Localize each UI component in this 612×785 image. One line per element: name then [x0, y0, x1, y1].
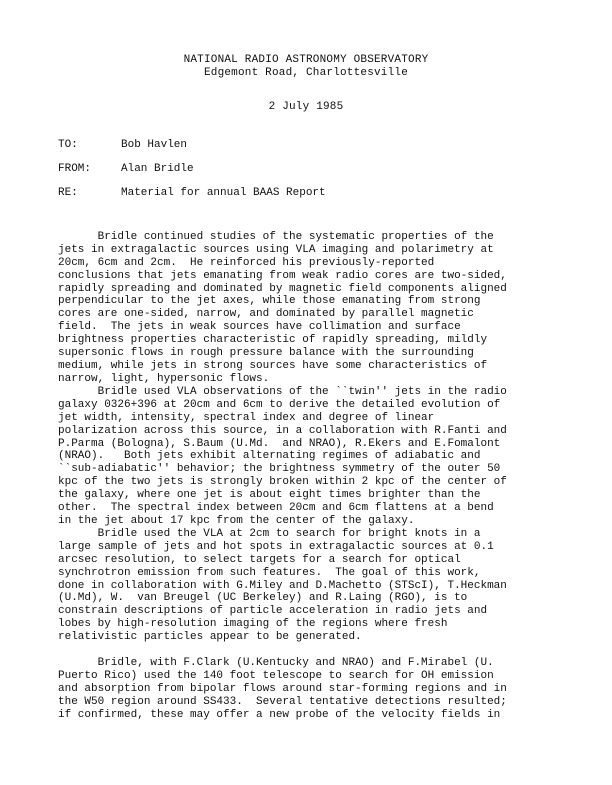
- text-line: relativistic particles appear to be generated.: [58, 631, 362, 644]
- text-line: ``sub-adiabatic'' behavior; the brightness symmetry of the outer 50: [58, 463, 501, 476]
- text-line: (U.Md), W. van Breugel (UC Berkeley) and R.Laing (RGO), is to: [58, 592, 468, 605]
- text-line: field. The jets in weak sources have collimation and surface: [58, 321, 461, 334]
- org-name: NATIONAL RADIO ASTRONOMY OBSERVATORY: [183, 54, 429, 66]
- text-line: (NRAO). Both jets exhibit alternating regimes of adiabatic and: [58, 450, 481, 463]
- text-line: constrain descriptions of particle acceleration in radio jets and: [58, 605, 488, 618]
- text-line: lobes by high-resolution imaging of the regions where fresh: [58, 618, 448, 631]
- from-label: FROM:: [58, 163, 92, 175]
- text-line: P.Parma (Bologna), S.Baum (U.Md. and NRAO), R.Ekers and E.Fomalont: [58, 437, 501, 450]
- text-line: jets in extragalactic sources using VLA imaging and polarimetry at: [58, 243, 494, 256]
- text-line: in the jet about 17 kpc from the center of the galaxy.: [58, 514, 415, 527]
- text-line: the galaxy, where one jet is about eight times brighter than the: [58, 489, 481, 502]
- text-line: Bridle used the VLA at 2cm to search for bright knots in a: [58, 528, 481, 540]
- text-line: kpc of the two jets is strongly broken within 2 kpc of the center of: [58, 476, 507, 489]
- text-line: perpendicular to the jet axes, while those emanating from strong: [58, 295, 481, 308]
- text-line: arcsec resolution, to select targets for a search for optical: [58, 553, 461, 566]
- text-line: rapidly spreading and dominated by magnetic field components aligned: [58, 282, 507, 295]
- paragraph-4: [58, 657, 550, 721]
- text-line: supersonic flows in rough pressure balance with the surrounding: [58, 347, 474, 360]
- re-value: Material for annual BAAS Report: [121, 187, 326, 199]
- paragraph-1: [58, 231, 550, 386]
- text-line: jet width, intensity, spectral index and degree of linear: [58, 411, 435, 424]
- text-line: and absorption from bipolar flows around star-forming regions and in: [58, 682, 507, 695]
- to-label: TO:: [58, 139, 78, 151]
- text-line: Bridle, with F.Clark (U.Kentucky and NRAO) and F.Mirabel (U.: [58, 657, 494, 669]
- paragraph-2: [58, 386, 550, 528]
- text-line: polarization across this source, in a collaboration with R.Fanti and: [58, 424, 507, 437]
- paragraph-3: [58, 528, 550, 644]
- text-line: medium, while jets in strong sources have some characteristics of: [58, 359, 488, 372]
- text-line: narrow, light, hypersonic flows.: [58, 372, 270, 385]
- to-value: Bob Havlen: [121, 139, 188, 151]
- text-line: cores are one-sided, narrow, and dominated by parallel magnetic: [58, 308, 474, 321]
- memo-date: 2 July 1985: [268, 101, 344, 113]
- text-line: Puerto Rico) used the 140 foot telescope to search for OH emission: [58, 669, 494, 682]
- text-line: Bridle used VLA observations of the ``twin'' jets in the radio: [58, 386, 507, 398]
- text-line: done in collaboration with G.Miley and D.Machetto (STScI), T.Heckman: [58, 579, 507, 592]
- text-line: if confirmed, these may offer a new probe of the velocity fields in: [58, 708, 501, 721]
- text-line: the W50 region around SS433. Several tentative detections resulted;: [58, 695, 507, 708]
- re-label: RE:: [58, 187, 78, 199]
- text-line: synchrotron emission from such features. The goal of this work,: [58, 566, 481, 579]
- org-address: Edgemont Road, Charlottesville: [203, 67, 409, 79]
- text-line: galaxy 0326+396 at 20cm and 6cm to derive the detailed evolution of: [58, 398, 501, 411]
- text-line: Bridle continued studies of the systematic properties of the: [58, 231, 494, 243]
- text-line: other. The spectral index between 20cm and 6cm flattens at a bend: [58, 502, 494, 515]
- text-line: brightness properties characteristic of rapidly spreading, mildly: [58, 334, 488, 347]
- text-line: conclusions that jets emanating from weak radio cores are two-sided,: [58, 269, 507, 282]
- from-value: Alan Bridle: [121, 163, 194, 175]
- text-line: 20cm, 6cm and 2cm. He reinforced his previously-reported: [58, 256, 435, 269]
- text-line: large sample of jets and hot spots in extragalactic sources at 0.1: [58, 540, 494, 553]
